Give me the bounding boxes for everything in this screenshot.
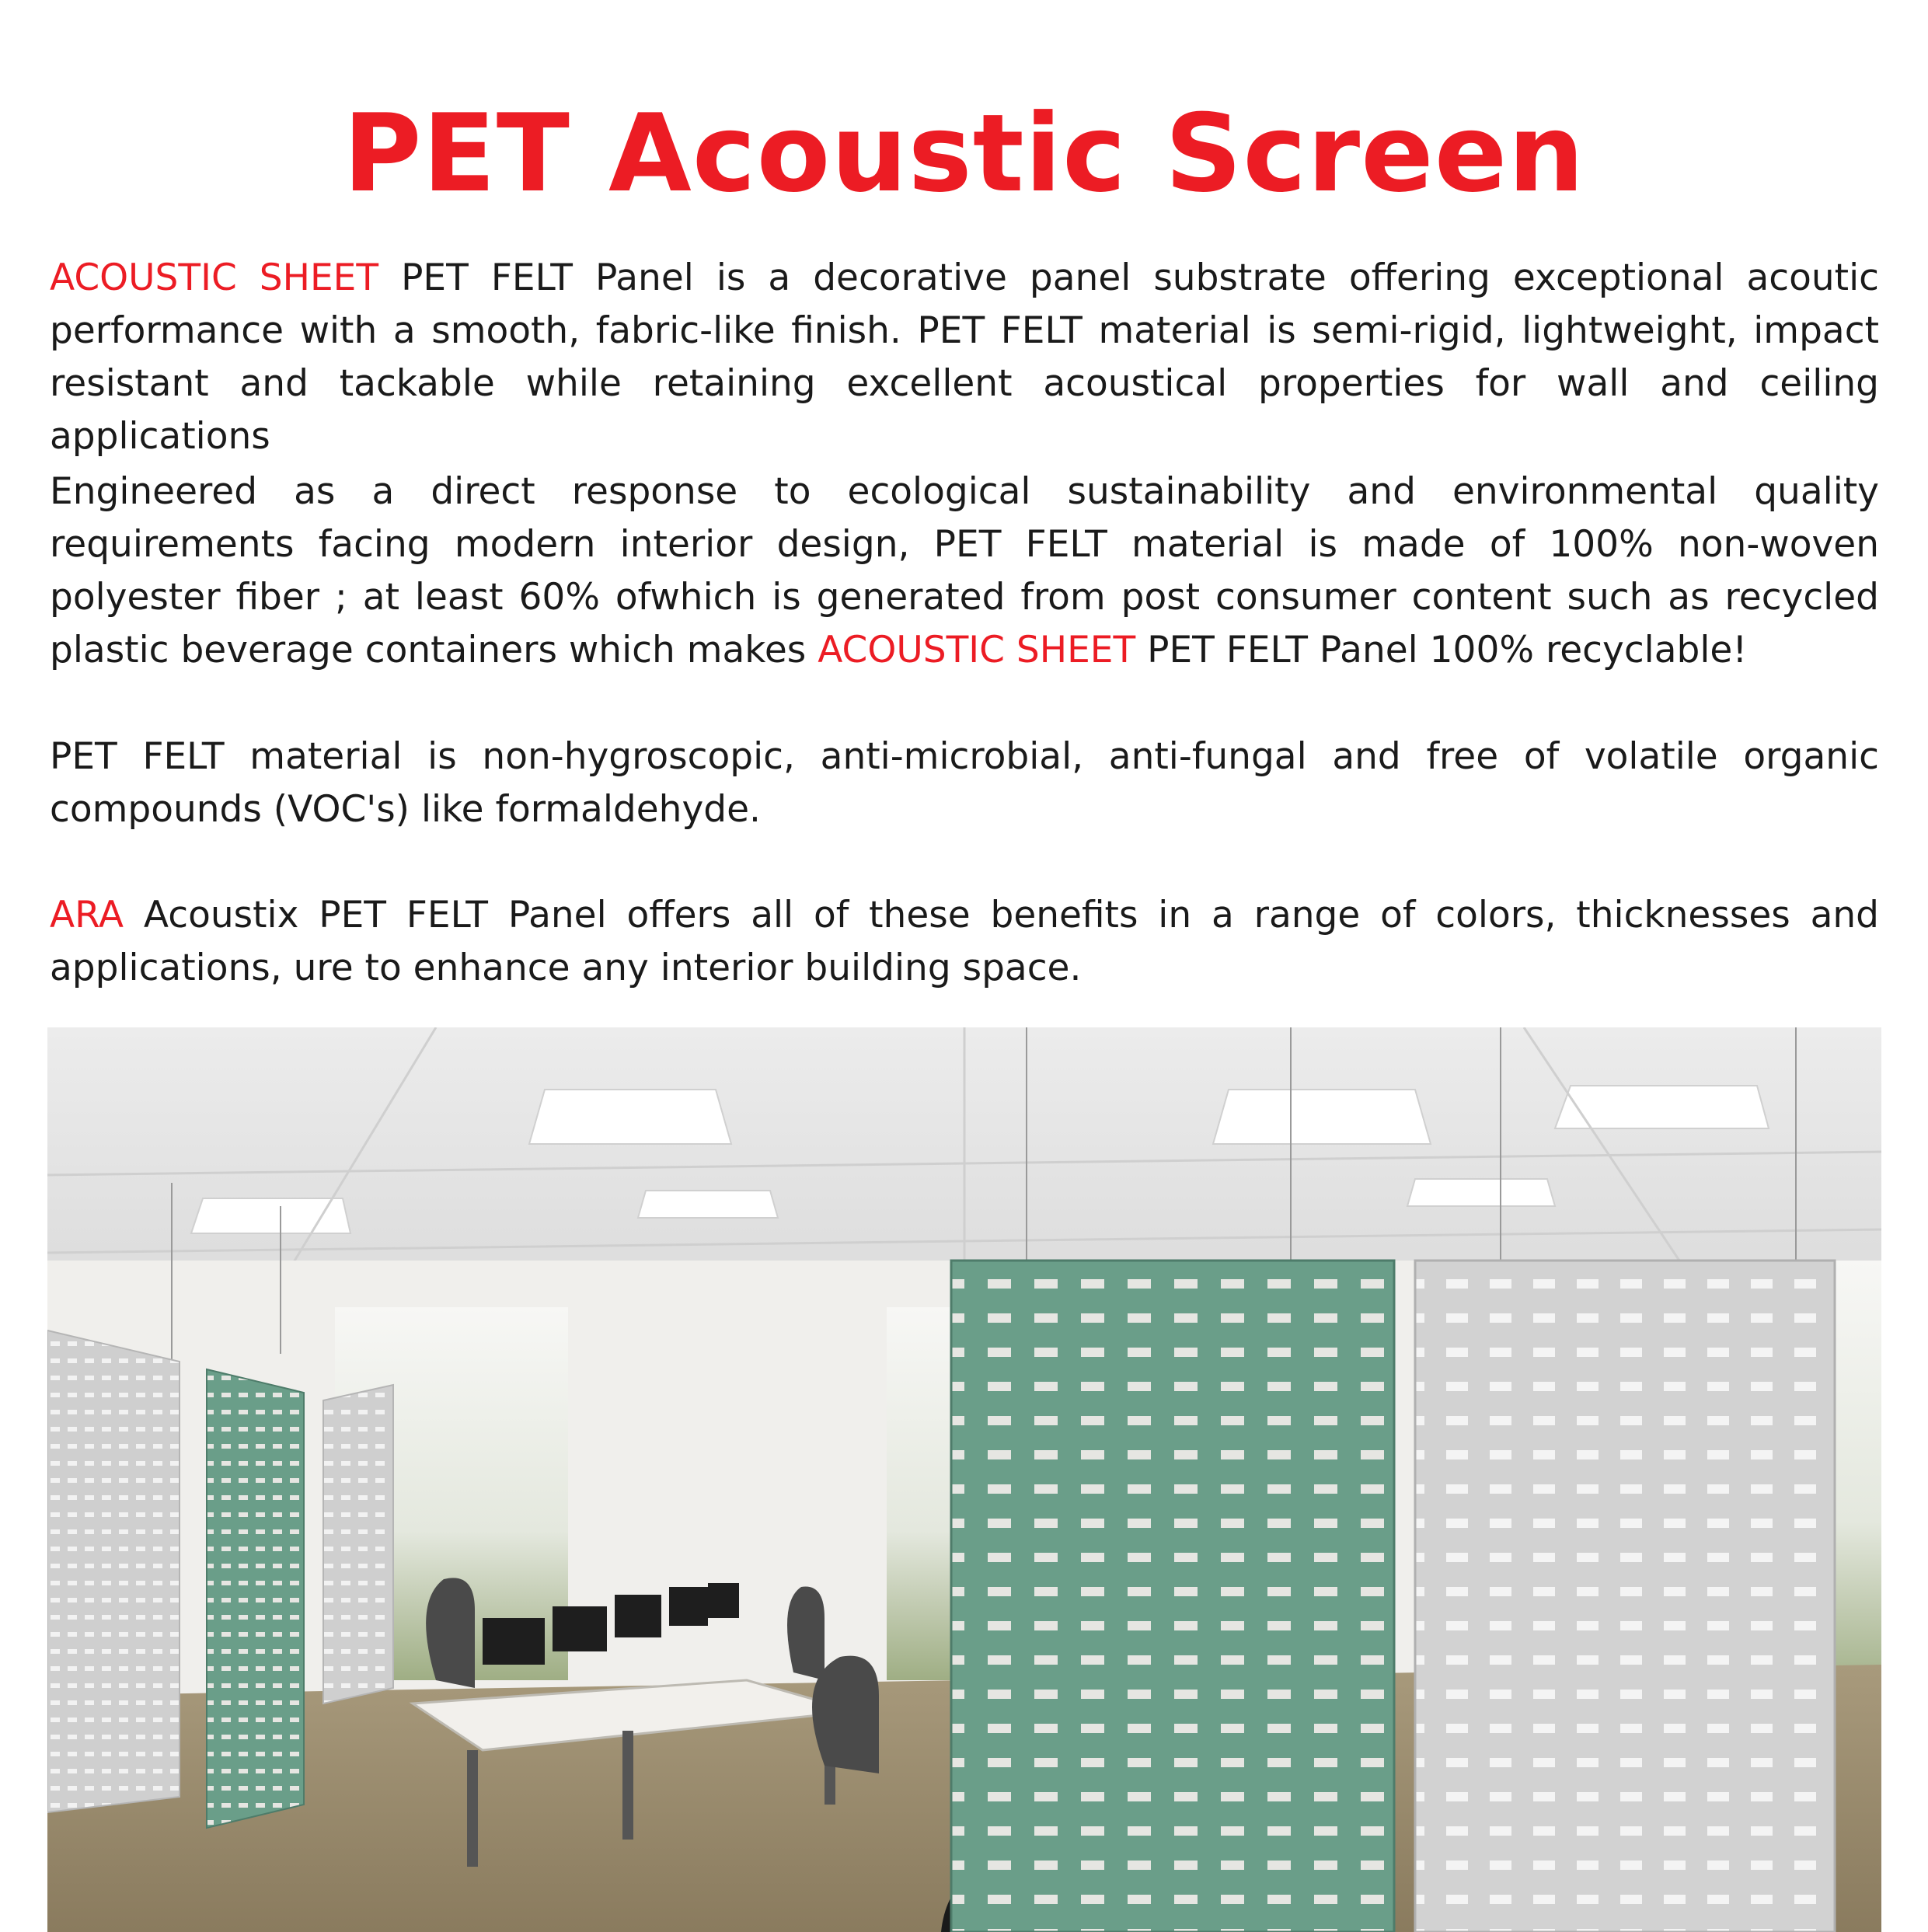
grey-screen-back bbox=[323, 1385, 393, 1704]
paragraph-text: PET FELT material is non-hygroscopic, anti-microbial, anti-fungal and free of volatile organic compounds (VOC's) like formaldehyde. bbox=[50, 735, 1879, 831]
benefits-paragraph bbox=[50, 889, 1879, 995]
green-screen-left bbox=[207, 1369, 304, 1828]
sustainability-paragraph bbox=[50, 466, 1879, 677]
paragraph-text: PET FELT Panel is a decorative panel substrate offering exceptional acoutic performance with a smooth, fabric-like finish. PET FELT material is semi-rigid, lightweight, impact resistant and tackable while retaining excellent acoustical properties for wall and ceiling applications bbox=[50, 256, 1879, 458]
paragraph-text: Acoustix PET FELT Panel offers all of these benefits in a range of colors, thicknesses and applications, ure to enhance any interior building space. bbox=[50, 894, 1879, 989]
grey-screen-left bbox=[47, 1330, 180, 1812]
page-title: PET Acoustic Screen bbox=[343, 91, 1585, 216]
properties-paragraph bbox=[50, 731, 1879, 836]
paragraph-text: PET FELT Panel 100% recyclable! bbox=[1135, 629, 1748, 671]
brand-highlight: ARA bbox=[50, 894, 124, 936]
grey-acoustic-screen bbox=[1415, 1261, 1835, 1932]
brand-highlight: ACOUSTIC SHEET bbox=[818, 629, 1136, 671]
brand-highlight: ACOUSTIC SHEET bbox=[50, 256, 379, 299]
office-photo bbox=[47, 1027, 1881, 1932]
green-acoustic-screen bbox=[951, 1261, 1394, 1932]
intro-paragraph bbox=[50, 252, 1879, 463]
paragraph-text: Engineered as a direct response to ecological sustainability and environmental quality requirements facing modern interior design, PET FELT material is made of 100% non-woven polyester fiber ; at least 60% ofwhich is generated from post consumer content such as recycled plastic beverage containers which makes bbox=[50, 470, 1879, 671]
